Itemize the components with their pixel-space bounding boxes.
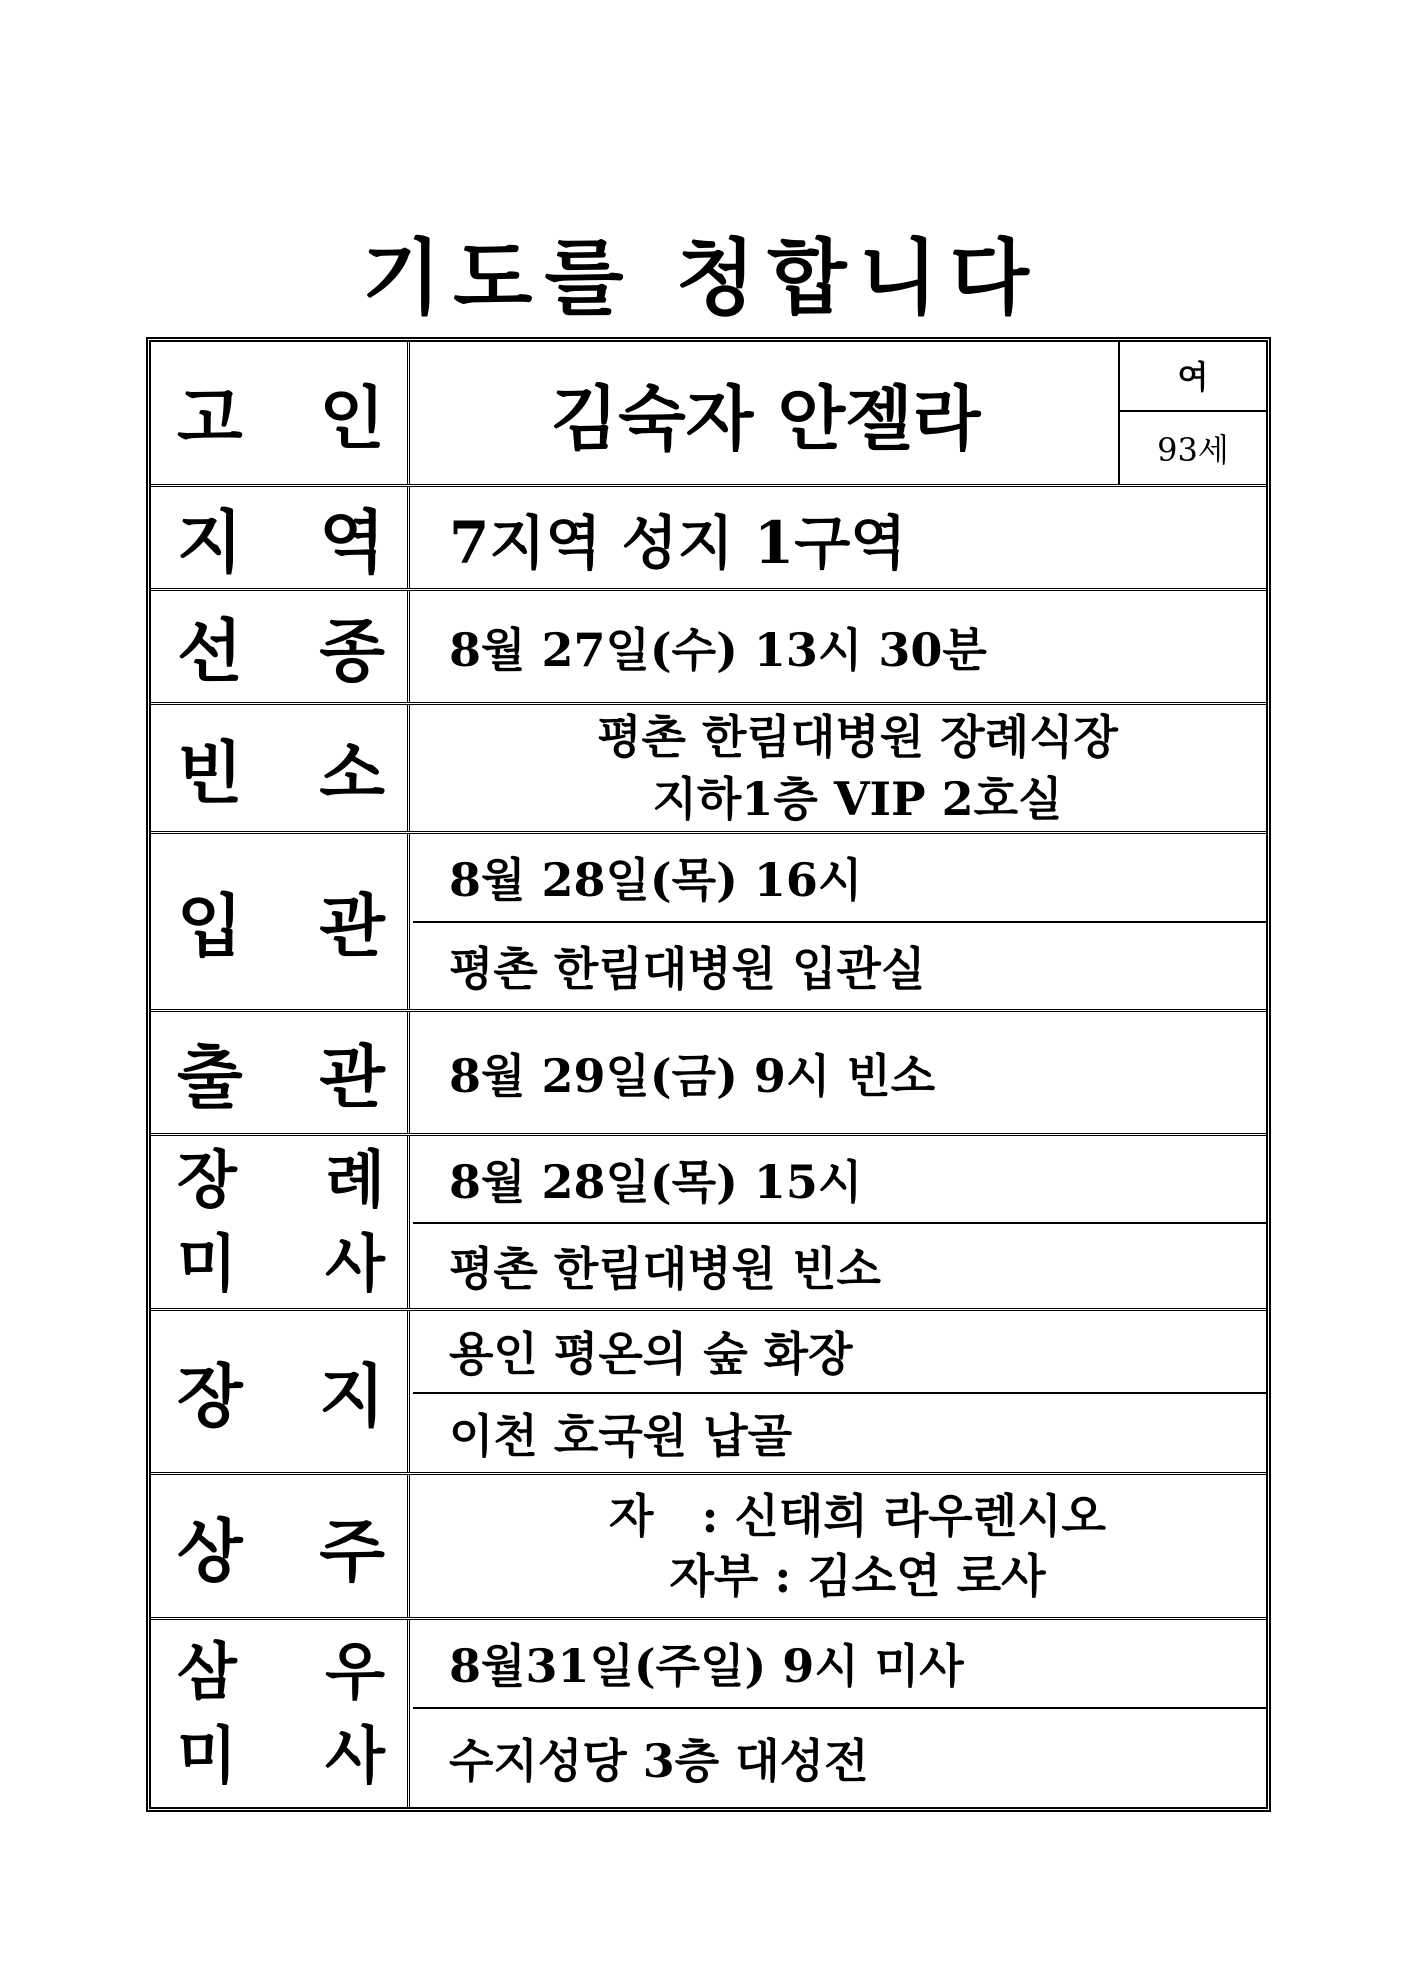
label-departure: 출 관 [177,1038,385,1118]
label-region: 지 역 [177,503,385,583]
row-third-day-mass [151,1620,1266,1807]
label-chief-mourner: 상 주 [177,1511,385,1592]
deceased-name: 김숙자 안젤라 [550,376,981,460]
third-day-mass-time: 8월31일(주일) 9시 미사 [449,1639,964,1693]
deceased-gender: 여 [1177,358,1209,396]
chief-mourner-son: 자 : 신태희 라우렌시오 [609,1489,1106,1543]
burial-line-2: 이천 호국원 납골 [449,1409,793,1463]
label-mortuary: 빈 소 [177,733,385,814]
third-day-mass-place: 수지성당 3층 대성전 [449,1734,869,1788]
label-funeral-mass: 장 례 미 사 [177,1143,385,1300]
page-title: 기도를 청합니다 [361,230,1042,326]
row-region [151,487,1266,588]
label-third-day-mass: 삼 우 미 사 [177,1634,385,1792]
funeral-mass-time: 8월 28일(목) 15시 [449,1154,863,1209]
row-departure [151,1012,1266,1133]
encoffining-place: 평촌 한림대병원 입관실 [449,942,926,996]
label-death: 선 종 [177,612,385,692]
departure-value: 8월 29일(금) 9시 빈소 [449,1048,936,1103]
row-deceased [151,342,1266,484]
encoffining-time: 8월 28일(목) 16시 [449,853,863,907]
funeral-mass-place: 평촌 한림대병원 빈소 [449,1242,881,1296]
deceased-age: 93세 [1157,431,1229,469]
row-chief-mourner [151,1475,1266,1617]
label-burial: 장 지 [177,1357,385,1437]
label-deceased: 고 인 [177,378,385,459]
mortuary-line-1: 평촌 한림대병원 장례식장 [597,710,1118,764]
region-value: 7지역 성지 1구역 [449,508,907,577]
row-burial [151,1311,1266,1472]
label-encoffining: 입 관 [177,887,385,967]
death-value: 8월 27일(수) 13시 30분 [449,622,987,677]
mortuary-line-2: 지하1층 VIP 2호실 [652,772,1063,826]
row-encoffining [151,834,1266,1009]
burial-line-1: 용인 평온의 숲 화장 [449,1327,853,1381]
chief-mourner-daughter-in-law: 자부 : 김소연 로사 [669,1549,1046,1603]
row-death [151,591,1266,702]
row-funeral-mass [151,1136,1266,1308]
row-mortuary [151,705,1266,831]
